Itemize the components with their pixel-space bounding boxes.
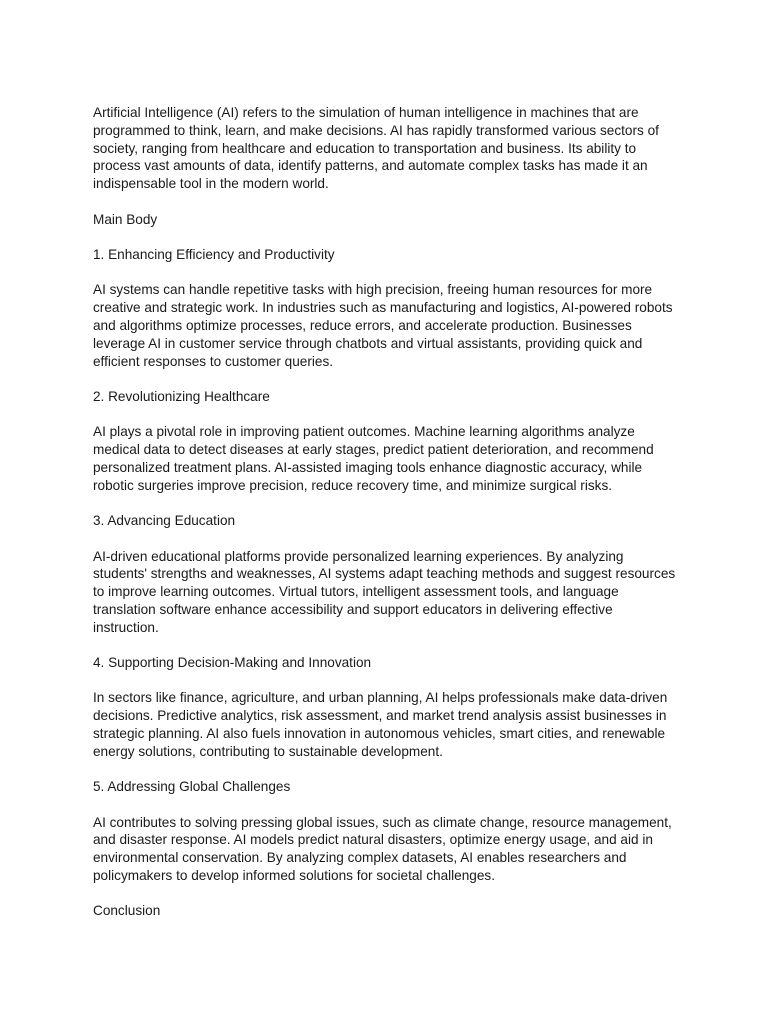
section-heading-healthcare: 2. Revolutionizing Healthcare	[93, 388, 270, 404]
section-body-decision-making: In sectors like finance, agriculture, and urban planning, AI helps professionals make data-driven decisions. Predictive analytics, risk assessment, and market trend analysis assist businesses in strategic planning. AI also fuels innovation in autonomous vehicles, smart cities, and renewable energy solutions, contributing to sustainable development.	[93, 690, 668, 759]
conclusion-heading: Conclusion	[93, 903, 161, 919]
intro-paragraph: Artificial Intelligence (AI) refers to the simulation of human intelligence in machines that are programmed to think, learn, and make decisions. AI has rapidly transformed various sectors of society, ranging from healthcare and education to transportation and business. Its ability to process vast amounts of data, identify patterns, and automate complex tasks has made it an indispensable tool in the modern world.	[93, 105, 659, 192]
section-heading-efficiency: 1. Enhancing Efficiency and Productivity	[93, 246, 335, 262]
section-heading-decision-making: 4. Supporting Decision-Making and Innovation	[93, 655, 372, 671]
section-body-education: AI-driven educational platforms provide personalized learning experiences. By analyzing students' strengths and weaknesses, AI systems adapt teaching methods and suggest resources to improve learning outcomes. Virtual tutors, intelligent assessment tools, and language translation software enhance accessibility and support educators in delivering effective instruction.	[93, 548, 676, 635]
section-heading-global-challenges: 5. Addressing Global Challenges	[93, 779, 291, 795]
section-body-healthcare: AI plays a pivotal role in improving patient outcomes. Machine learning algorithms analyze medical data to detect diseases at early stages, predict patient deterioration, and recommend personalized treatment plans. AI-assisted imaging tools enhance diagnostic accuracy, while robotic surgeries improve precision, reduce recovery time, and minimize surgical risks.	[93, 424, 654, 493]
section-body-global-challenges: AI contributes to solving pressing global issues, such as climate change, resource management, and disaster response. AI models predict natural disasters, optimize energy usage, and aid in environmental conservation. By analyzing complex datasets, AI enables researchers and policymakers to develop informed solutions for societal challenges.	[93, 814, 672, 884]
main-body-heading: Main Body	[93, 211, 158, 227]
document-page	[93, 104, 678, 938]
section-heading-education: 3. Advancing Education	[93, 513, 236, 529]
section-body-efficiency: AI systems can handle repetitive tasks with high precision, freeing human resources for more creative and strategic work. In industries such as manufacturing and logistics, AI-powered robots and algorithms optimize processes, reduce errors, and accelerate production. Businesses leverage AI in customer service through chatbots and virtual assistants, providing quick and efficient responses to customer queries.	[93, 282, 673, 369]
